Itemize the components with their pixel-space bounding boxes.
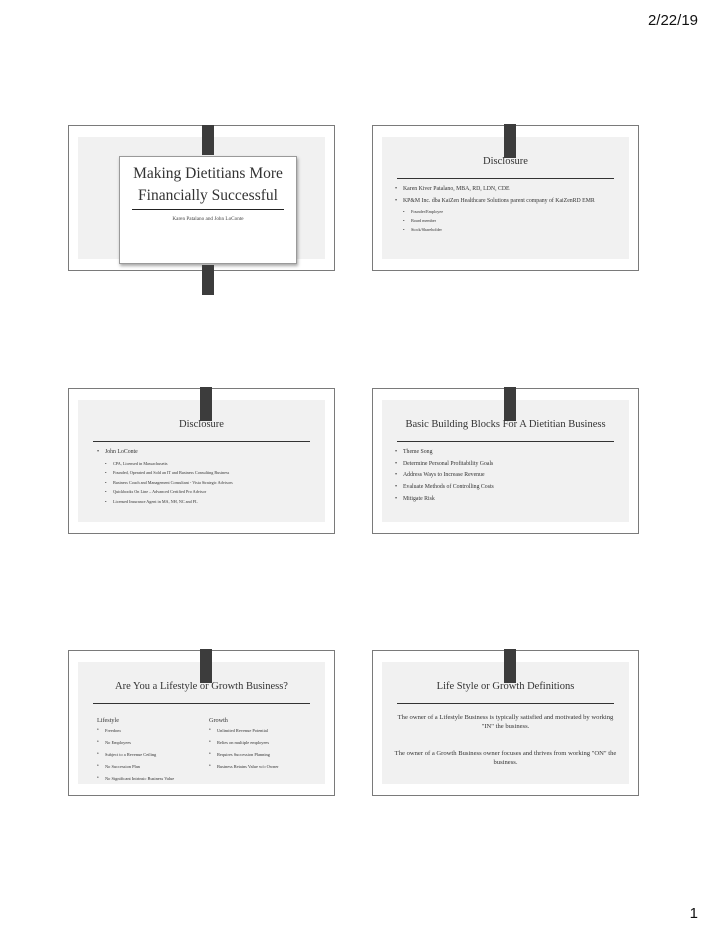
bullet-item: • Karen Kiver Patalano, MBA, RD, LDN, CDE [395,186,630,194]
bullet-list [395,186,630,237]
lifestyle-definition: The owner of a Lifestyle Business is typically satisfied and motivated by working "IN" the business. [397,714,614,730]
page-date: 2/22/19 [647,12,698,29]
sub-bullet-item: • Quickbooks On Line – Advanced Certified Pro Advisor [105,489,326,495]
heading-rule [93,703,310,704]
title-card [119,156,297,264]
bullet-item: • Evaluate Methods of Controlling Costs [395,484,630,492]
slide-title-line-1: Making Dietitians More [133,165,283,182]
slide-heading: Basic Building Blocks For A Dietitian Business [405,419,606,430]
lifestyle-item: • Subject to a Revenue Ceiling [97,752,174,758]
sub-bullet-item: • Stock/Shareholder [403,227,630,233]
hanger-post [200,387,212,421]
sub-bullet-item: • Founded, Operated and Sold an IT and Business Consulting Business [105,470,326,476]
slide-building-blocks [372,388,639,534]
heading-rule [397,703,614,704]
slide-subtitle: Karen Patalano and John LoConte [172,216,244,222]
slide-heading: Disclosure [483,156,528,167]
slide-title [68,125,335,271]
hanger-post [200,649,212,683]
slide-heading: Disclosure [179,419,224,430]
bullet-list [97,449,326,508]
growth-item: • Unlimited Revenue Potential [209,728,279,734]
sub-bullet-item: • CPA, Licensed in Massachusetts [105,461,326,467]
hanger-post [504,124,516,158]
slide-disclosure-john [68,388,335,534]
growth-item: • Requires Succession Planning [209,752,279,758]
growth-definition: The owner of a Growth Business owner focuses and thrives from working "ON" the business. [394,750,617,766]
heading-rule [397,178,614,179]
lifestyle-item: • No Significant Intrinsic Business Value [97,776,174,782]
lifestyle-heading: Lifestyle [97,717,119,724]
lifestyle-item: • No Succession Plan [97,764,174,770]
bullet-item: • John LoConte [97,449,326,457]
bullet-item: • Address Ways to Increase Revenue [395,472,630,480]
lifestyle-item: • Freedom [97,728,174,734]
bullet-item: • KP&M Inc. dba KaiZen Healthcare Solutions parent company of KaiZenRD EMR [395,198,630,206]
slide-lifestyle-growth [68,650,335,796]
growth-heading: Growth [209,717,228,724]
hanger-post [504,649,516,683]
growth-item: • Relies on multiple employees [209,740,279,746]
page-number: 1 [689,905,698,922]
lifestyle-list [97,728,174,788]
growth-list [209,728,279,776]
slide-definitions [372,650,639,796]
bullet-list [395,449,630,507]
title-rule [132,209,284,210]
slide-heading: Life Style or Growth Definitions [436,681,575,692]
slide-disclosure-karen [372,125,639,271]
hanger-post [504,387,516,421]
sub-bullet-item: • Licensed Insurance Agent in MA, NH, NC and FL [105,499,326,505]
heading-rule [397,441,614,442]
slide-heading: Are You a Lifestyle or Growth Business? [115,681,288,692]
bullet-item: • Theme Song [395,449,630,457]
sub-bullet-item: • Business Coach and Management Consultant - Vista Strategic Advisors [105,480,326,486]
heading-rule [93,441,310,442]
lifestyle-item: • No Employees [97,740,174,746]
growth-item: • Business Retains Value w/o Owner [209,764,279,770]
bullet-item: • Determine Personal Profitability Goals [395,461,630,469]
slide-title-line-2: Financially Successful [138,187,278,204]
bullet-item: • Mitigate Risk [395,496,630,504]
sub-bullet-item: • Board member [403,218,630,224]
sub-bullet-item: • Founder/Employee [403,209,630,215]
hanger-post [202,125,214,155]
hanger-post [202,265,214,295]
